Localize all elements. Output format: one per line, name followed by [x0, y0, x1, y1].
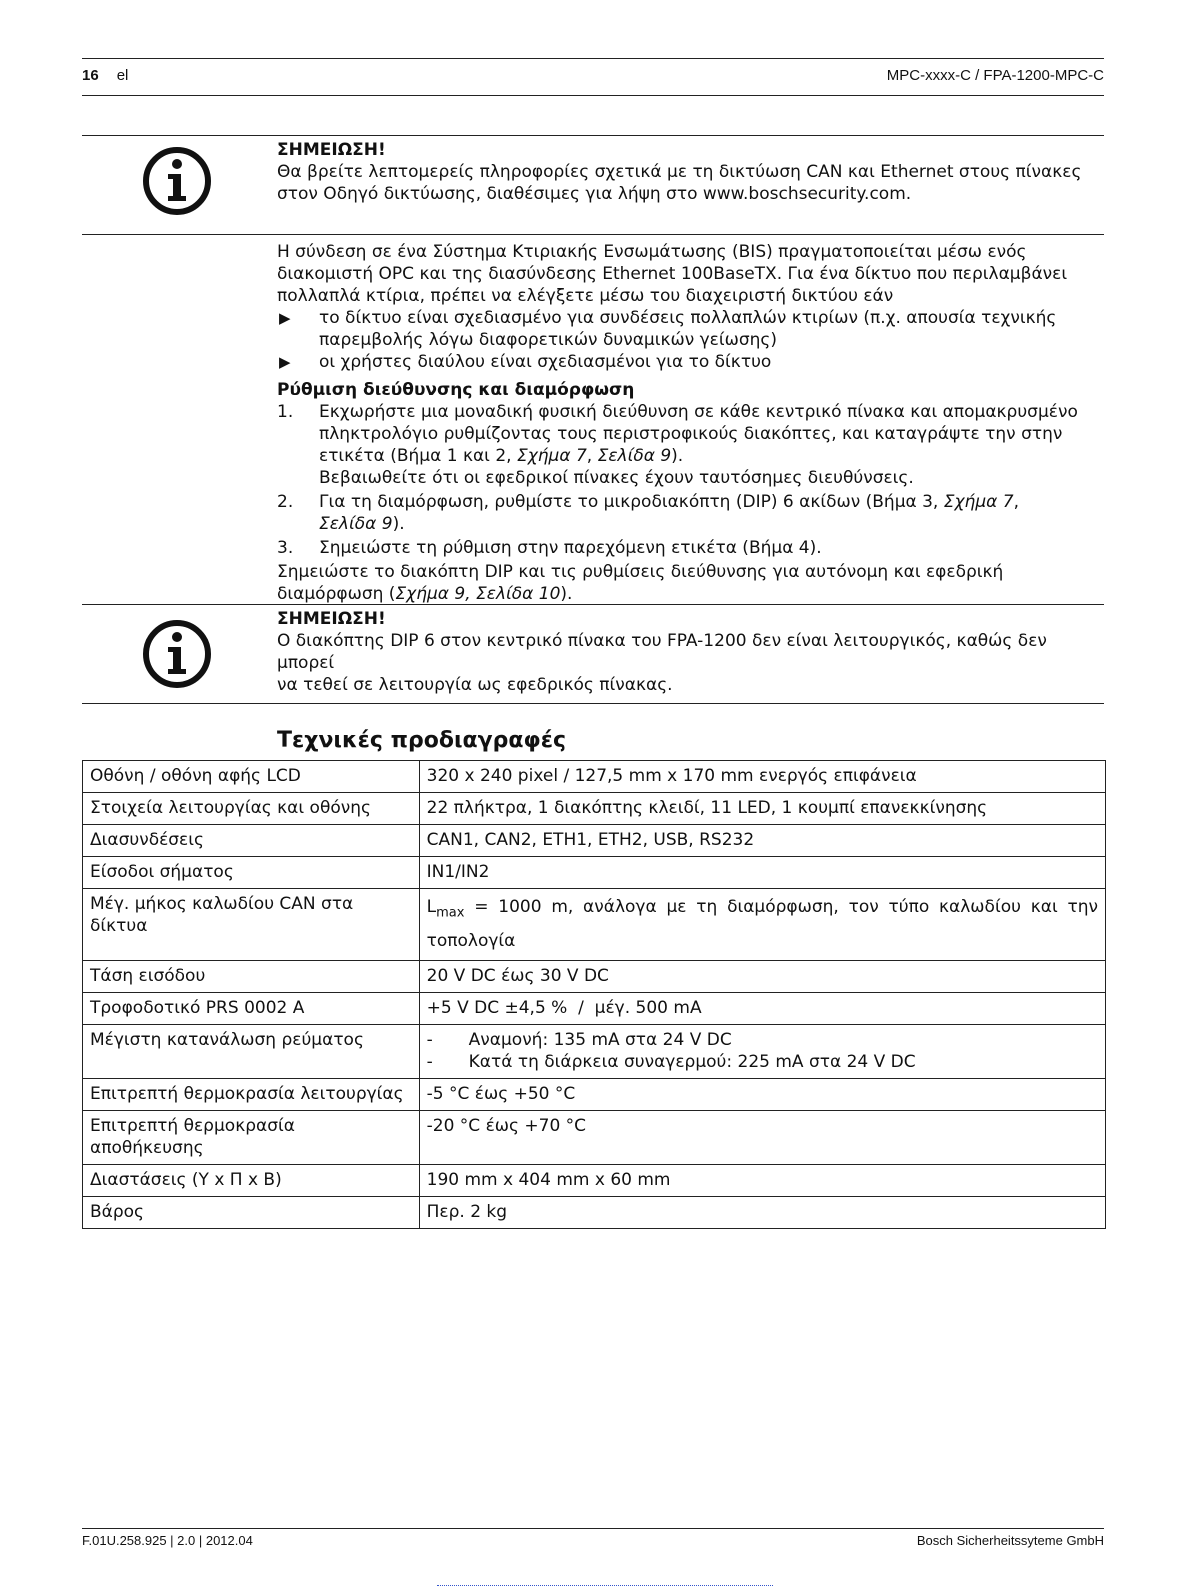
- info-icon: [142, 146, 212, 216]
- figure-ref[interactable]: Σχήμα 7: [516, 446, 587, 466]
- body-text: [277, 241, 1107, 605]
- page-ref[interactable]: Σελίδα 9: [319, 514, 393, 534]
- specs-title: Τεχνικές προδιαγραφές: [277, 728, 566, 753]
- language-code: el: [116, 67, 129, 84]
- table-row: Στοιχεία λειτουργίας και οθόνης 22 πλήκτρα, 1 διακόπτης κλειδί, 11 LED, 1 κουμπί επανεκκίνησης: [83, 793, 1106, 825]
- triangle-bullet-icon: ▶: [279, 309, 291, 327]
- steps-list: [277, 401, 1107, 559]
- table-row: Βάρος Περ. 2 kg: [83, 1197, 1106, 1229]
- notice-box-1: [82, 135, 1104, 235]
- page-number: 16: [82, 67, 99, 84]
- notice-2-content: [277, 608, 1104, 696]
- notice-2-line-1: Ο διακόπτης DIP 6 στον κεντρικό πίνακα του FPA-1200 δεν είναι λειτουργικός, καθώς δεν μπορεί: [277, 631, 1047, 673]
- figure-ref[interactable]: Σχήμα 9, Σελίδα 10: [395, 584, 561, 604]
- figure-ref[interactable]: Σχήμα 7: [943, 492, 1014, 512]
- page-footer: [82, 1528, 1104, 1548]
- specs-table: [82, 760, 1106, 1229]
- table-row: Οθόνη / οθόνη αφής LCD 320 x 240 pixel / 127,5 mm x 170 mm ενεργός επιφάνεια: [83, 761, 1106, 793]
- table-row: Διασυνδέσεις CAN1, CAN2, ETH1, ETH2, USB, RS232: [83, 825, 1106, 857]
- table-row: Μέγ. μήκος καλωδίου CAN στα δίκτυα $L_{max} = 1000$ m, ανάλογα με τη διαμόρφωση, τον τύπο καλωδίου και την τοπολογία: [83, 889, 1106, 961]
- table-row: Επιτρεπτή θερμοκρασία αποθήκευσης -20 °C έως +70 °C: [83, 1111, 1106, 1165]
- list-item: ▶ οι χρήστες διαύλου είναι σχεδιασμένοι για το δίκτυο: [279, 352, 772, 372]
- notice-1-content: [277, 139, 1104, 205]
- table-row: Μέγιστη κατανάλωση ρεύματος - Αναμονή: 135 mA στα 24 V DC - Κατά τη διάρκεια συναγερμού: 225 mA στα 24 V DC: [83, 1025, 1106, 1079]
- notice-1-line-1: Θα βρείτε λεπτομερείς πληροφορίες σχετικά με τη δικτύωση CAN και Ethernet στους πίνακες: [277, 162, 1082, 182]
- current-consumption-list: [427, 1029, 1098, 1073]
- closing-line-2: διαμόρφωση (Σχήμα 9, Σελίδα 10).: [277, 584, 573, 604]
- list-item: - Κατά τη διάρκεια συναγερμού: 225 mA στα 24 V DC: [426, 1052, 916, 1073]
- list-item: ▶ το δίκτυο είναι σχεδιασμένο για συνδέσεις πολλαπλών κτιρίων (π.χ. απουσία τεχνικής παρεμβολής λόγω διαφορετικών δυναμικών γείωσης): [279, 308, 1057, 350]
- intro-bullet-list: [277, 307, 1107, 373]
- step-2: 2. Για τη διαμόρφωση, ρυθμίστε το μικροδιακόπτη (DIP) 6 ακίδων (Βήμα 3, Σχήμα 7, Σελίδα 9).: [277, 492, 1019, 534]
- company-name: Bosch Sicherheitssyteme GmbH: [916, 1533, 1104, 1548]
- product-code: MPC-xxxx-C / FPA-1200-MPC-C: [886, 67, 1104, 84]
- intro-line-2: διακομιστή OPC και της διασύνδεσης Ethernet 100BaseTX. Για ένα δίκτυο που περιλαμβάνει: [277, 264, 1068, 284]
- header-left: [82, 67, 128, 84]
- list-item: - Αναμονή: 135 mA στα 24 V DC: [426, 1030, 732, 1051]
- notice-1-title: ΣΗΜΕΙΩΣΗ!: [277, 140, 386, 160]
- notice-1-line-2: στον Οδηγό δικτύωσης, διαθέσιμες για λήψη στο www.boschsecurity.com.: [277, 184, 912, 204]
- closing-line-1: Σημειώστε το διακόπτη DIP και τις ρυθμίσεις διεύθυνσης για αυτόνομη και εφεδρική: [277, 562, 1004, 582]
- intro-line-1: Η σύνδεση σε ένα Σύστημα Κτιριακής Ενσωμάτωσης (BIS) πραγματοποιείται μέσω ενός: [277, 242, 1027, 262]
- table-row: Διαστάσεις (Υ x Π x Β) 190 mm x 404 mm x 60 mm: [83, 1165, 1106, 1197]
- addressing-heading: Ρύθμιση διεύθυνσης και διαμόρφωση: [277, 380, 635, 400]
- bottom-divider: [437, 1585, 773, 1586]
- step-3: 3. Σημειώστε τη ρύθμιση στην παρεχόμενη ετικέτα (Βήμα 4).: [277, 538, 822, 558]
- page-header: [82, 58, 1104, 96]
- step-1: 1. Εκχωρήστε μια μοναδική φυσική διεύθυνση σε κάθε κεντρικό πίνακα και απομακρυσμένο πληκτρολόγιο ρυθμίζοντας τους περιστροφικούς διακόπτες, και καταγράψτε την στην ετικέτα (Βήμα 1 και 2, Σχήμα 7, Σελίδα 9). Βεβαιωθείτε ότι οι εφεδρικοί πίνακες έχουν ταυτόσημες διευθύνσεις.: [277, 402, 1078, 488]
- cable-length-value: $L_{max} = 1000$ m, ανάλογα με τη διαμόρφωση, τον τύπο καλωδίου και την τοπολογία: [419, 889, 1105, 961]
- triangle-bullet-icon: ▶: [279, 353, 291, 371]
- intro-line-3: πολλαπλά κτίρια, πρέπει να ελέγξετε μέσω του διαχειριστή δικτύου εάν: [277, 286, 894, 306]
- table-row: Επιτρεπτή θερμοκρασία λειτουργίας -5 °C έως +50 °C: [83, 1079, 1106, 1111]
- table-row: Τροφοδοτικό PRS 0002 A +5 V DC ±4,5 % / μέγ. 500 mA: [83, 993, 1106, 1025]
- notice-2-title: ΣΗΜΕΙΩΣΗ!: [277, 609, 386, 629]
- table-row: Τάση εισόδου 20 V DC έως 30 V DC: [83, 961, 1106, 993]
- info-icon: [142, 619, 212, 689]
- page-ref[interactable]: Σελίδα 9: [597, 446, 672, 466]
- notice-box-2: [82, 604, 1104, 704]
- table-row: Είσοδοι σήματος IN1/IN2: [83, 857, 1106, 889]
- doc-id: F.01U.258.925 | 2.0 | 2012.04: [82, 1533, 253, 1548]
- notice-2-line-2: να τεθεί σε λειτουργία ως εφεδρικός πίνακας.: [277, 675, 673, 695]
